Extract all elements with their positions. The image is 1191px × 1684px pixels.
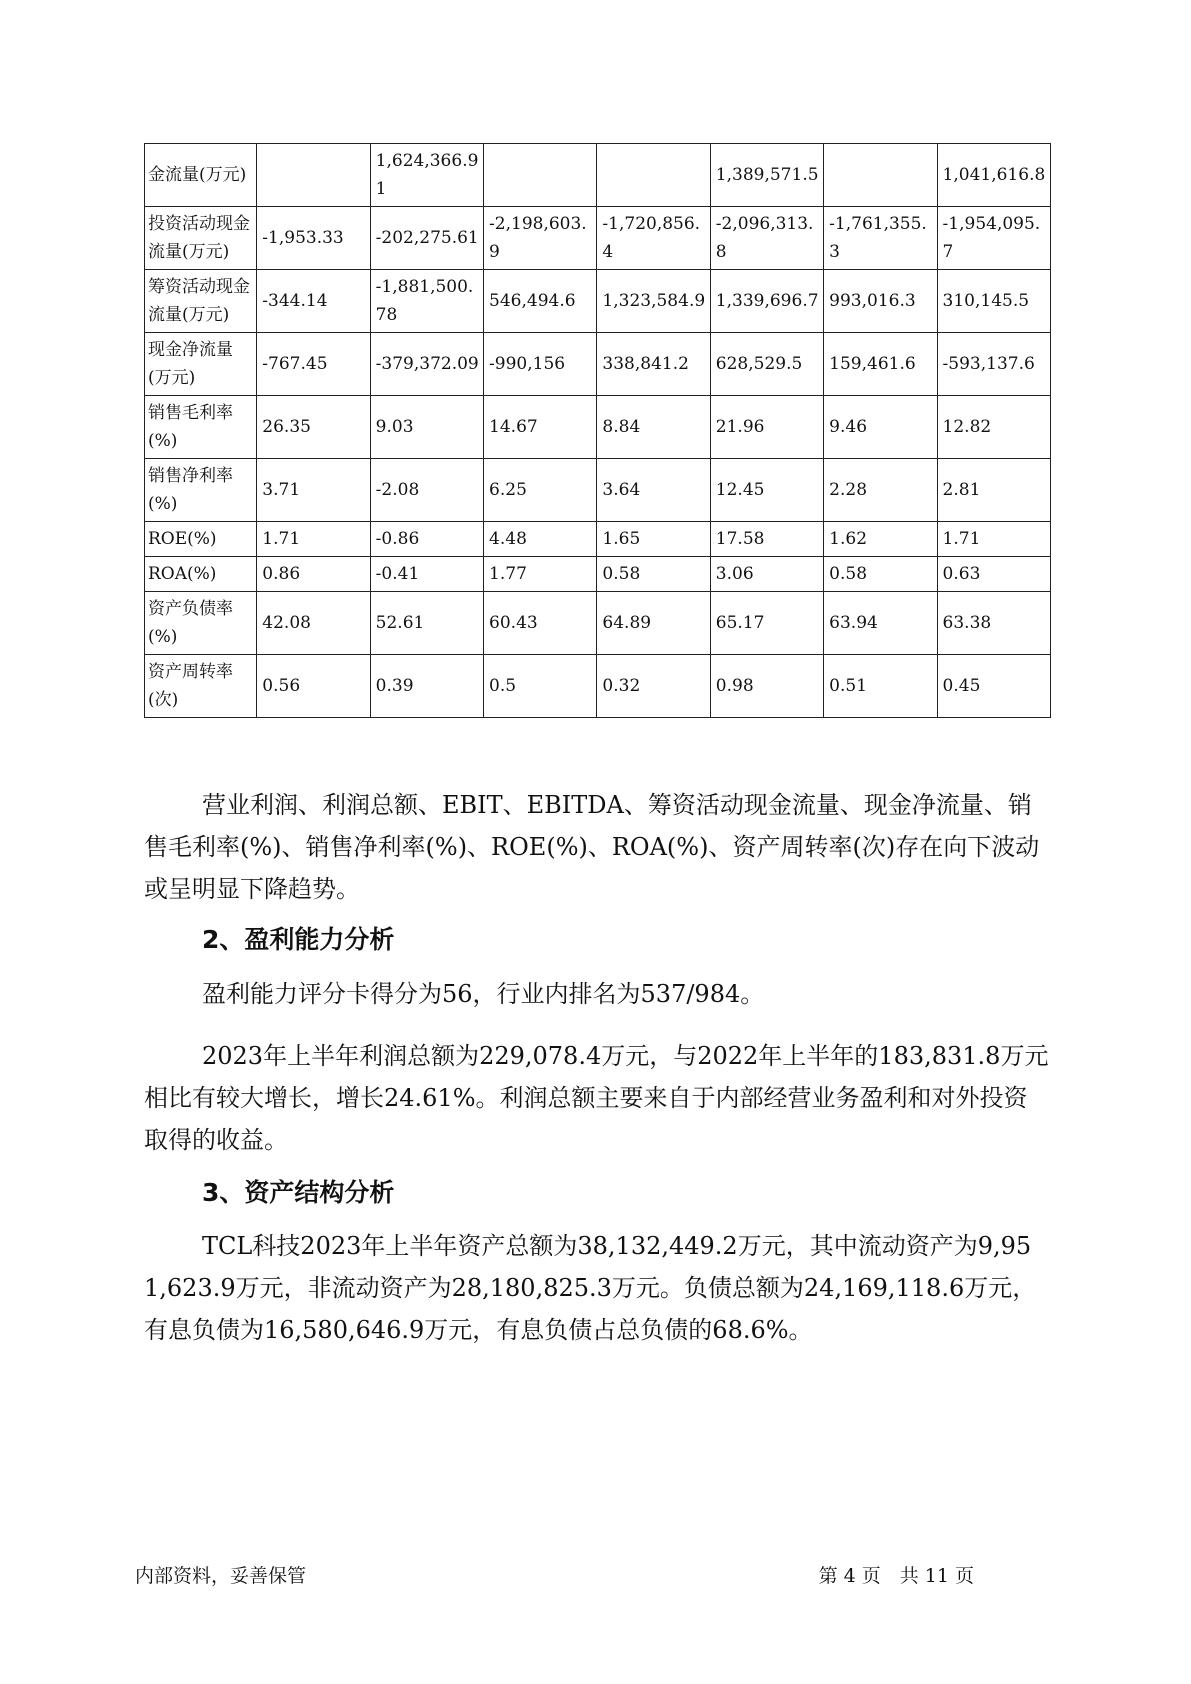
profit-detail-paragraph: 2023年上半年利润总额为229,078.4万元，与2022年上半年的183,831.8万元相比有较大增长，增长24.61%。利润总额主要来自于内部经营业务盈利和对外投资取得的收益。 <box>144 1042 1049 1154</box>
table-cell: 0.39 <box>370 655 483 718</box>
table-cell: 1.71 <box>257 522 370 557</box>
table-cell: -990,156 <box>484 333 597 396</box>
table-cell: 1,389,571.5 <box>710 144 823 207</box>
table-cell <box>824 144 937 207</box>
table-cell <box>484 144 597 207</box>
table-cell: -2.08 <box>370 459 483 522</box>
table-cell: -1,761,355.3 <box>824 207 937 270</box>
table-cell: -0.86 <box>370 522 483 557</box>
table-cell: 2.81 <box>937 459 1050 522</box>
table-cell: 1.77 <box>484 557 597 592</box>
table-cell: 64.89 <box>597 592 710 655</box>
decline-paragraph: 营业利润、利润总额、EBIT、EBITDA、筹资活动现金流量、现金净流量、销售毛利率(%)、销售净利率(%)、ROE(%)、ROA(%)、资产周转率(次)存在向下波动或呈明显下降趋势。 <box>144 791 1040 903</box>
table-cell: 12.82 <box>937 396 1050 459</box>
table-cell: 52.61 <box>370 592 483 655</box>
table-row <box>145 207 1051 270</box>
table-cell: 6.25 <box>484 459 597 522</box>
row-label: 销售毛利率(%) <box>145 396 257 459</box>
table-cell <box>597 144 710 207</box>
table-cell: 0.86 <box>257 557 370 592</box>
table-row <box>145 557 1051 592</box>
profitability-heading: 2、盈利能力分析 <box>202 925 395 954</box>
table-cell: 0.5 <box>484 655 597 718</box>
table-cell: -593,137.6 <box>937 333 1050 396</box>
table-cell: 0.58 <box>824 557 937 592</box>
financial-table <box>144 143 1051 718</box>
table-cell: 1,323,584.9 <box>597 270 710 333</box>
table-cell: -1,881,500.78 <box>370 270 483 333</box>
table-cell: -202,275.61 <box>370 207 483 270</box>
table-cell <box>257 144 370 207</box>
row-label: 资产负债率(%) <box>145 592 257 655</box>
table-cell: -344.14 <box>257 270 370 333</box>
row-label: ROE(%) <box>145 522 257 557</box>
asset-detail-paragraph: TCL科技2023年上半年资产总额为38,132,449.2万元，其中流动资产为9,951,623.9万元，非流动资产为28,180,825.3万元。负债总额为24,169,118.6万元，有息负债为16,580,646.9万元，有息负债占总负债的68.6%。 <box>144 1232 1037 1344</box>
page-number: 第 4 页 共 11 页 <box>818 1565 974 1587</box>
table-cell: 338,841.2 <box>597 333 710 396</box>
table-cell: 1,624,366.91 <box>370 144 483 207</box>
table-cell: -0.41 <box>370 557 483 592</box>
table-row <box>145 333 1051 396</box>
table-cell: 0.45 <box>937 655 1050 718</box>
table-cell: 0.58 <box>597 557 710 592</box>
table-cell: 4.48 <box>484 522 597 557</box>
table-cell: 63.94 <box>824 592 937 655</box>
table-cell: 3.64 <box>597 459 710 522</box>
table-cell: -2,198,603.9 <box>484 207 597 270</box>
table-cell: 9.03 <box>370 396 483 459</box>
table-cell: 0.98 <box>710 655 823 718</box>
table-cell: 0.51 <box>824 655 937 718</box>
table-cell: 628,529.5 <box>710 333 823 396</box>
footer-note: 内部资料，妥善保管 <box>135 1565 307 1587</box>
table-cell: 546,494.6 <box>484 270 597 333</box>
table-cell: 1.62 <box>824 522 937 557</box>
table-row <box>145 522 1051 557</box>
table-cell: 9.46 <box>824 396 937 459</box>
row-label: 现金净流量(万元) <box>145 333 257 396</box>
asset-structure-heading: 3、资产结构分析 <box>202 1178 395 1207</box>
table-cell: 14.67 <box>484 396 597 459</box>
table-cell: 21.96 <box>710 396 823 459</box>
table-cell: 26.35 <box>257 396 370 459</box>
table-cell: 1.65 <box>597 522 710 557</box>
table-cell: -1,720,856.4 <box>597 207 710 270</box>
table-cell: 1,339,696.7 <box>710 270 823 333</box>
table-cell: 993,016.3 <box>824 270 937 333</box>
table-cell: 2.28 <box>824 459 937 522</box>
table-cell: 0.32 <box>597 655 710 718</box>
table-row <box>145 270 1051 333</box>
table-row <box>145 396 1051 459</box>
table-cell: 17.58 <box>710 522 823 557</box>
table-cell: -1,954,095.7 <box>937 207 1050 270</box>
row-label: 资产周转率(次) <box>145 655 257 718</box>
table-cell: 0.63 <box>937 557 1050 592</box>
table-cell: 1.71 <box>937 522 1050 557</box>
table-cell: 310,145.5 <box>937 270 1050 333</box>
table-cell: -767.45 <box>257 333 370 396</box>
table-cell: -1,953.33 <box>257 207 370 270</box>
profit-score-paragraph: 盈利能力评分卡得分为56，行业内排名为537/984。 <box>202 980 765 1008</box>
row-label: 投资活动现金流量(万元) <box>145 207 257 270</box>
table-cell: 159,461.6 <box>824 333 937 396</box>
table-cell: 60.43 <box>484 592 597 655</box>
table-row <box>145 459 1051 522</box>
table-cell: 63.38 <box>937 592 1050 655</box>
row-label: 金流量(万元) <box>145 144 257 207</box>
table-cell: 3.06 <box>710 557 823 592</box>
table-cell: -2,096,313.8 <box>710 207 823 270</box>
row-label: ROA(%) <box>145 557 257 592</box>
table-row <box>145 655 1051 718</box>
table-row <box>145 592 1051 655</box>
table-cell: 65.17 <box>710 592 823 655</box>
table-cell: 42.08 <box>257 592 370 655</box>
table-cell: 12.45 <box>710 459 823 522</box>
table-row <box>145 144 1051 207</box>
row-label: 筹资活动现金流量(万元) <box>145 270 257 333</box>
table-cell: 0.56 <box>257 655 370 718</box>
table-cell: -379,372.09 <box>370 333 483 396</box>
row-label: 销售净利率(%) <box>145 459 257 522</box>
table-cell: 3.71 <box>257 459 370 522</box>
table-cell: 8.84 <box>597 396 710 459</box>
table-cell: 1,041,616.8 <box>937 144 1050 207</box>
